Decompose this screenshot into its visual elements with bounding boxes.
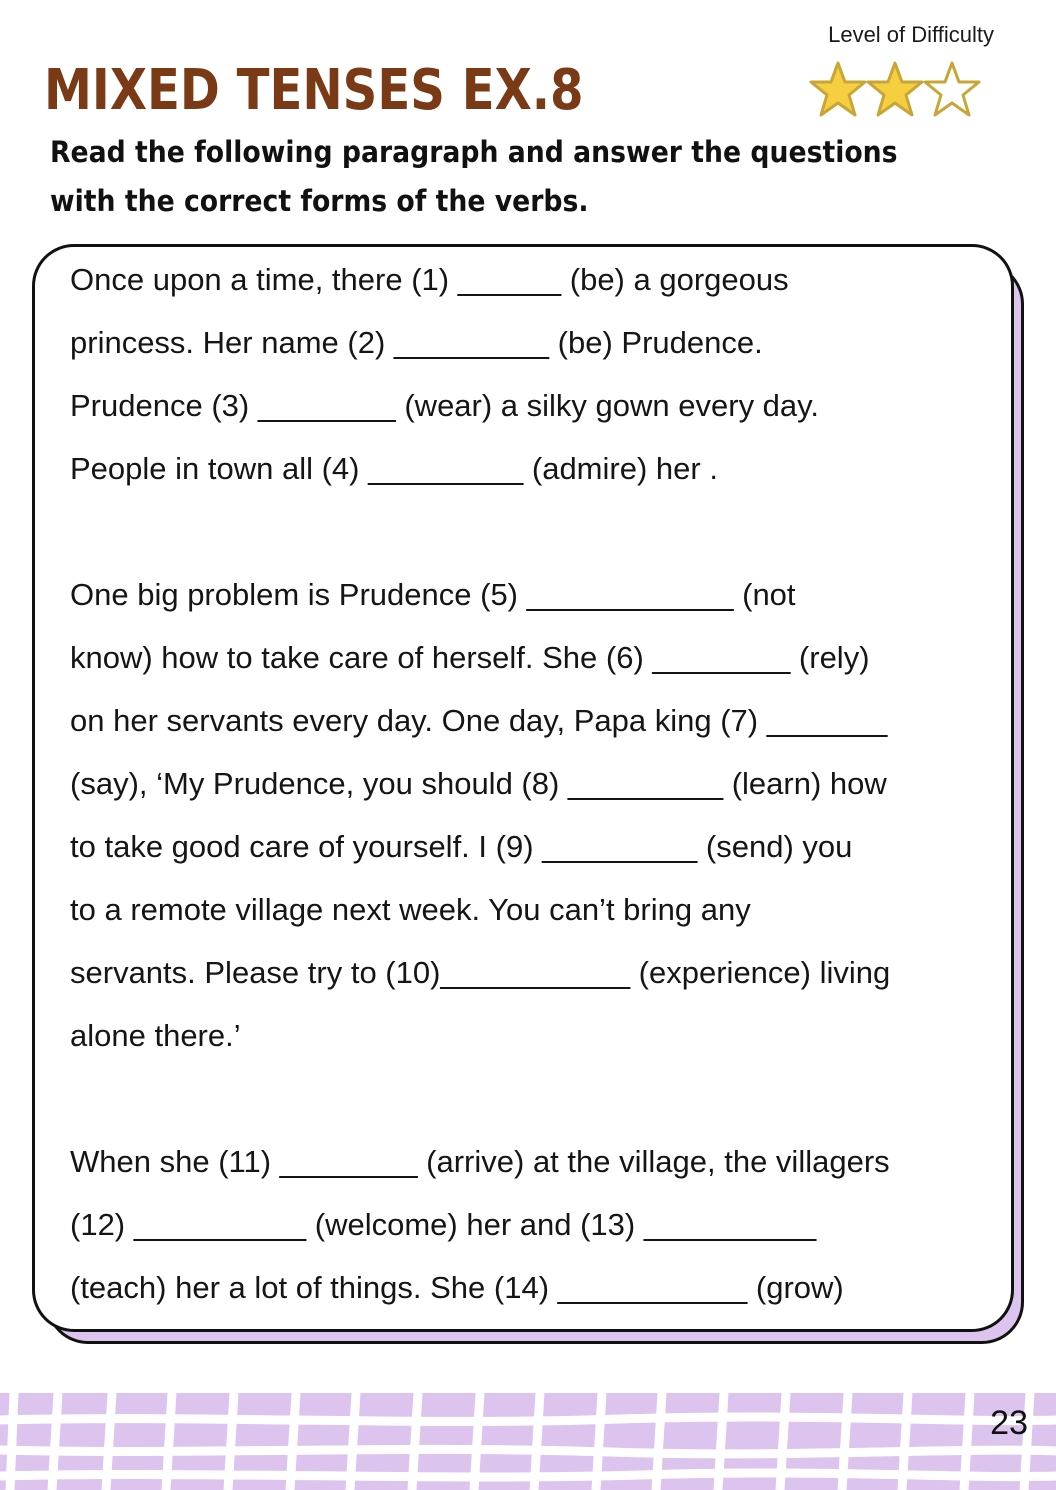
passage-line: (teach) her a lot of things. She (14) ___________ (grow): [70, 1270, 844, 1305]
passage-line: servants. Please try to (10)___________ (experience) living: [70, 955, 891, 990]
passage-line: princess. Her name (2) _________ (be) Prudence.: [70, 325, 763, 360]
star-empty-icon: [925, 63, 979, 115]
passage-line: Once upon a time, there (1) ______ (be) a gorgeous: [70, 262, 789, 297]
passage-line: One big problem is Prudence (5) ____________ (not: [70, 577, 796, 612]
difficulty-rating: [808, 60, 983, 124]
passage-line: to a remote village next week. You can’t bring any: [70, 892, 751, 927]
passage-line: When she (11) ________ (arrive) at the village, the villagers: [70, 1144, 890, 1179]
passage-line: (12) __________ (welcome) her and (13) __________: [70, 1207, 817, 1242]
instructions: Read the following paragraph and answer the questions with the correct forms of the verbs.: [50, 135, 898, 218]
star-filled-icon: [868, 63, 922, 115]
decorative-grid-pattern: [0, 1393, 1056, 1490]
passage-line: to take good care of yourself. I (9) _________ (send) you: [70, 829, 853, 864]
passage-line: alone there.’: [70, 1018, 241, 1053]
passage-line: know) how to take care of herself. She (6) ________ (rely): [70, 640, 870, 675]
star-filled-icon: [811, 63, 865, 115]
paragraph-gap: [70, 500, 985, 563]
passage-line: (say), ‘My Prudence, you should (8) _________ (learn) how: [70, 766, 887, 801]
passage-line: People in town all (4) _________ (admire) her .: [70, 451, 718, 486]
paragraph-gap: [70, 1067, 985, 1130]
page-number: 23: [990, 1404, 1028, 1442]
passage-line: Prudence (3) ________ (wear) a silky gown every day.: [70, 388, 819, 423]
difficulty-label: Level of Difficulty: [828, 22, 994, 47]
passage-line: on her servants every day. One day, Papa king (7) _______: [70, 703, 888, 738]
page-title: MIXED TENSES EX.8: [44, 58, 584, 123]
passage-text: [70, 248, 985, 1319]
